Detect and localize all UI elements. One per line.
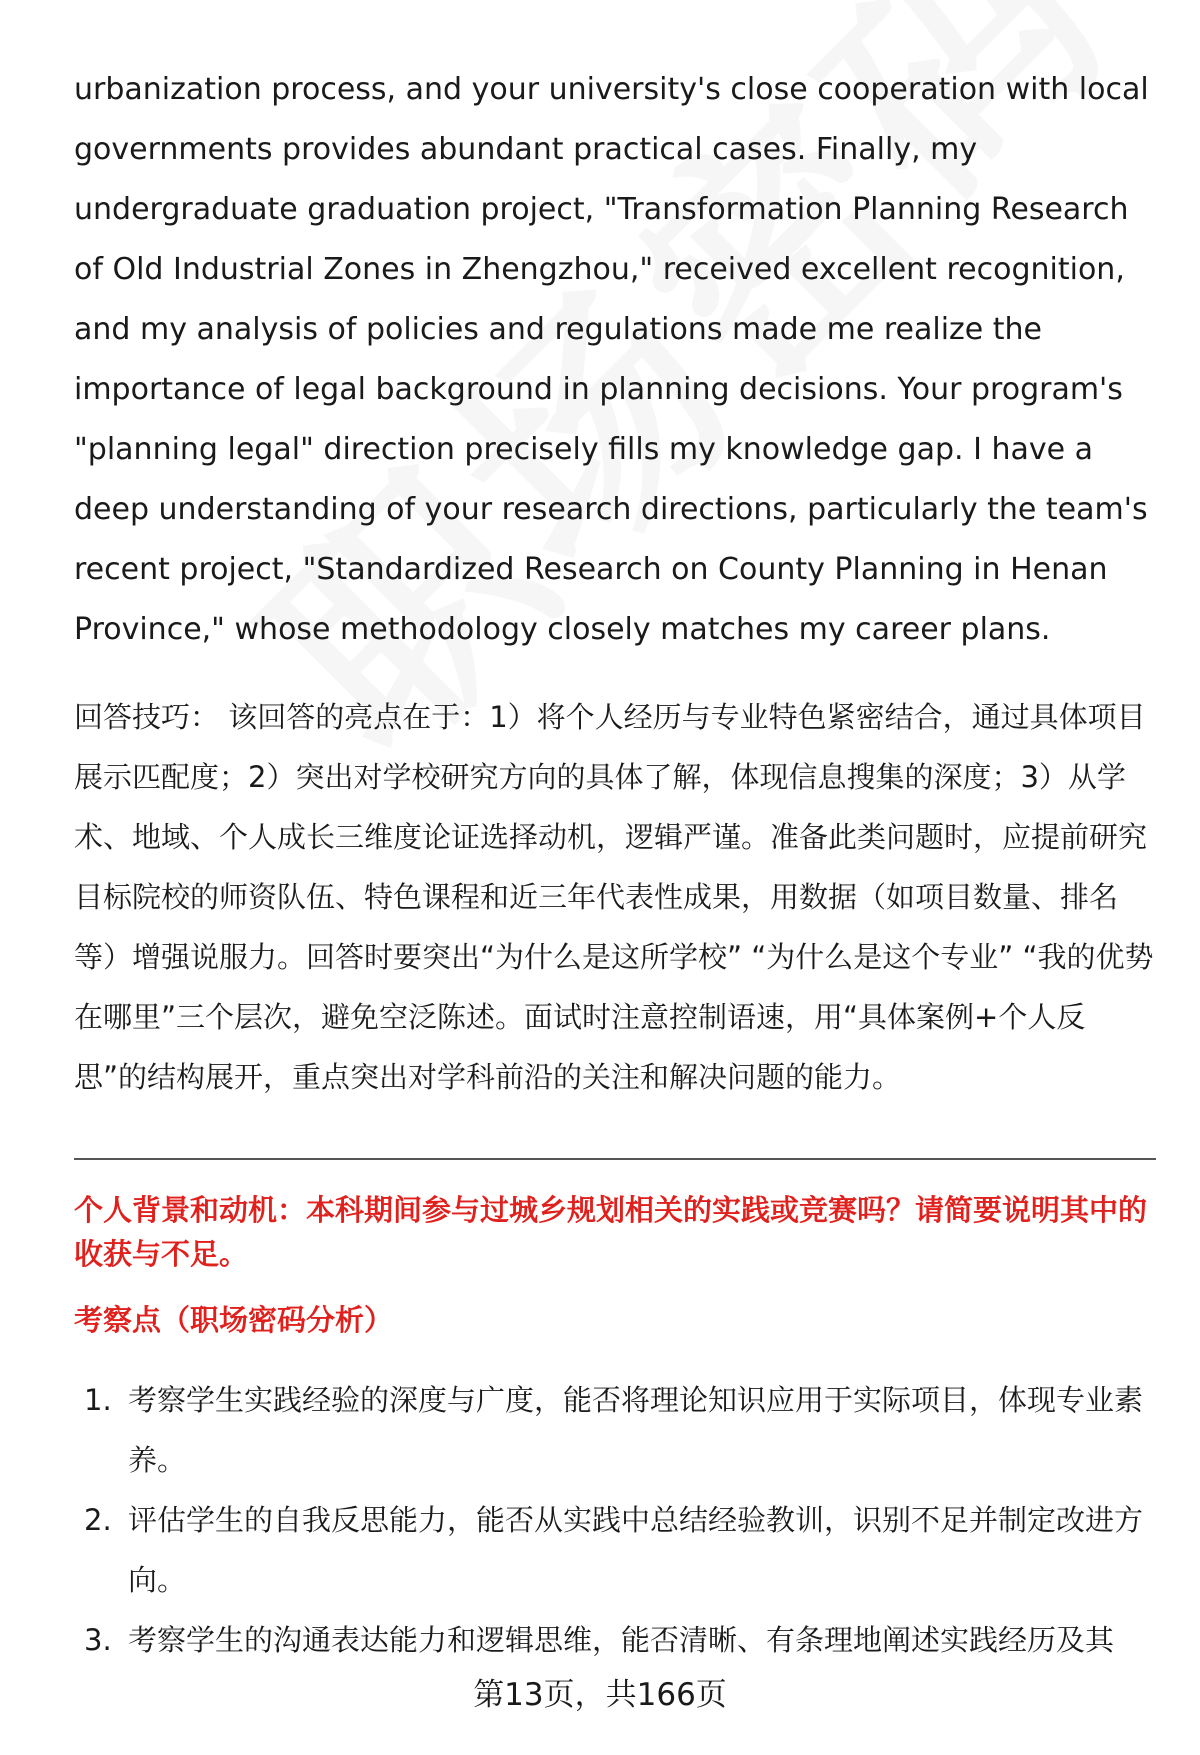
list-item: [74, 1610, 1159, 1670]
question-heading: 个人背景和动机：本科期间参与过城乡规划相关的实践或竞赛吗？请简要说明其中的收获与不足。: [74, 1193, 1148, 1271]
section-divider: [74, 1158, 1156, 1160]
list-item-text: 考察学生实践经验的深度与广度，能否将理论知识应用于实际项目，体现专业素养。: [128, 1383, 1144, 1477]
page-number: 第13页，共166页: [473, 1677, 727, 1713]
assessment-list: [74, 1370, 1159, 1670]
answer-tips-paragraph: 回答技巧： 该回答的亮点在于：1）将个人经历与专业特色紧密结合，通过具体项目展示匹配度；2）突出对学校研究方向的具体了解，体现信息搜集的深度；3）从学术、地域、个人成长三维度论证选择动机，逻辑严谨。准备此类问题时，应提前研究目标院校的师资队伍、特色课程和近三年代表性成果，用数据（如项目数量、排名等）增强说服力。回答时要突出“为什么是这所学校” “为什么是这个专业” “我的优势在哪里”三个层次，避免空泛陈述。面试时注意控制语速，用“具体案例+个人反思”的结构展开，重点突出对学科前沿的关注和解决问题的能力。: [74, 700, 1154, 1094]
list-item-text: 评估学生的自我反思能力，能否从实践中总结经验教训，识别不足并制定改进方向。: [128, 1503, 1144, 1597]
list-item: [74, 1370, 1159, 1490]
list-number: 2.: [84, 1503, 112, 1537]
list-item: [74, 1490, 1159, 1610]
english-answer-paragraph: urbanization process, and your university's close cooperation with local governments provides abundant practical cases. Finally, my undergraduate graduation project, "Transformation Planning Research of Old Industrial Zones in Zhengzhou," received excellent recognition, and my analysis of policies and regulations made me realize the importance of legal background in planning decisions. Your program's "planning legal" direction precisely fills my knowledge gap. I have a deep understanding of your research directions, particularly the team's recent project, "Standardized Research on County Planning in Henan Province," whose methodology closely matches my career plans.: [74, 72, 1149, 647]
list-number: 1.: [84, 1383, 112, 1417]
list-number: 3.: [84, 1623, 112, 1657]
assessment-heading: 考察点（职场密码分析）: [74, 1303, 394, 1337]
list-item-text: 考察学生的沟通表达能力和逻辑思维，能否清晰、有条理地阐述实践经历及其: [128, 1623, 1115, 1657]
